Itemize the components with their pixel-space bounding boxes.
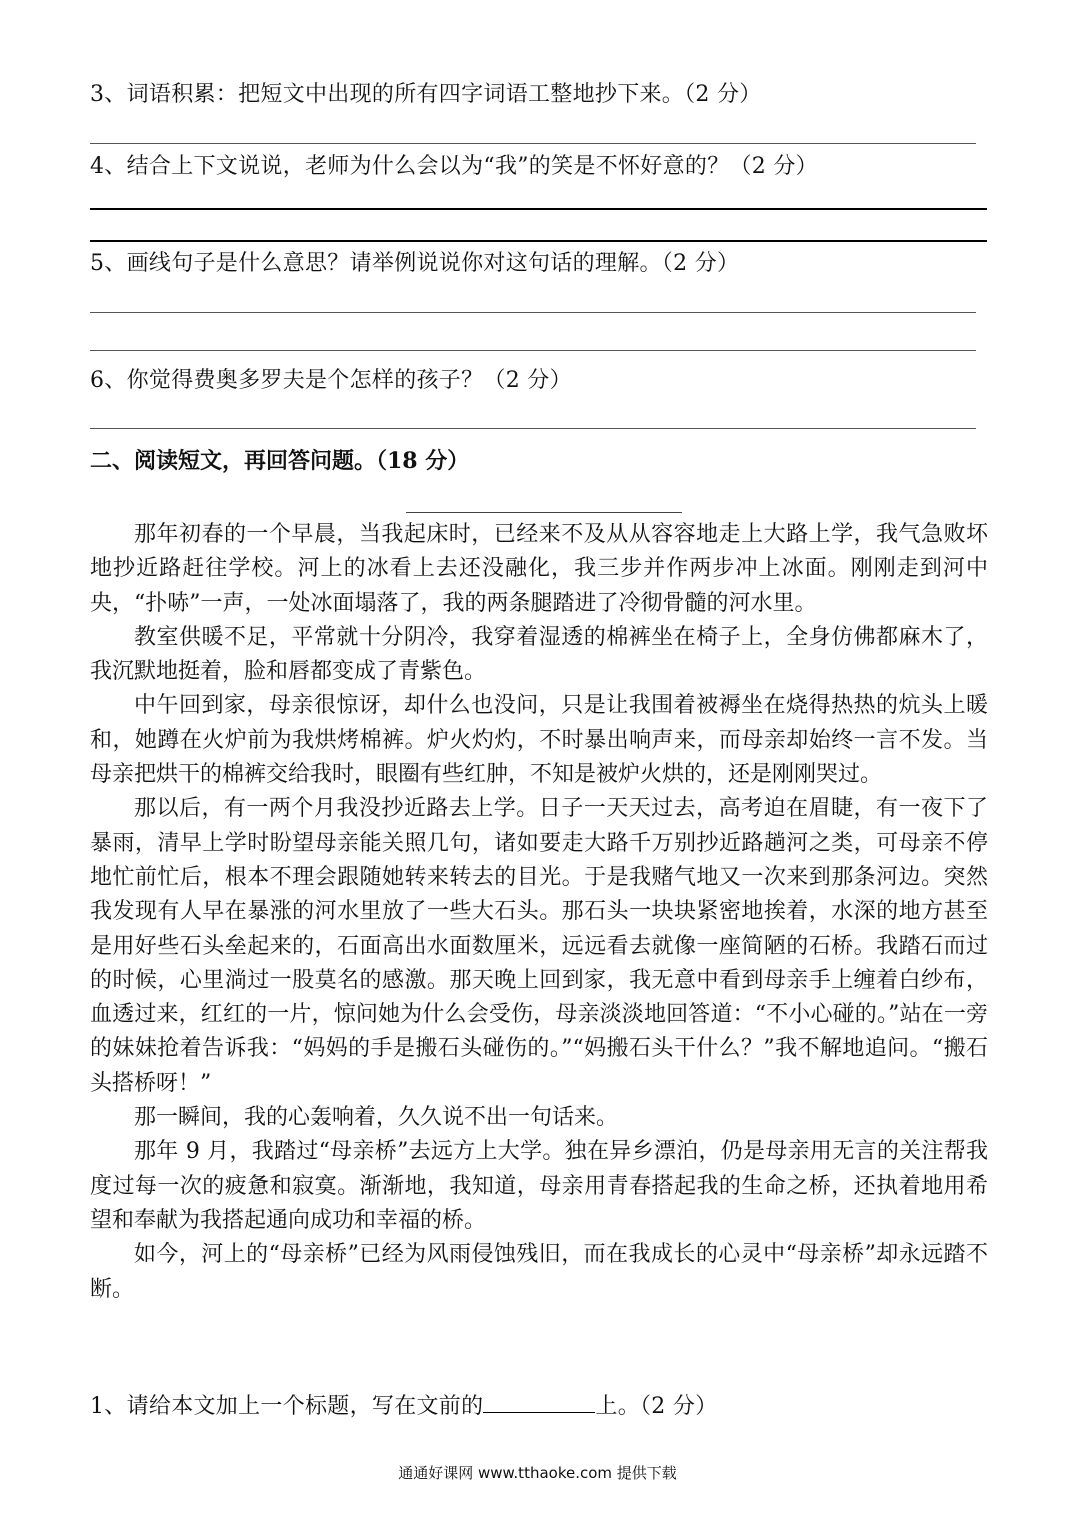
article-body xyxy=(90,518,988,1307)
question-part2-1 xyxy=(90,1390,718,1422)
answer-line xyxy=(90,240,987,242)
article-paragraph: 教室供暖不足，平常就十分阴冷，我穿着湿透的棉裤坐在椅子上，全身仿佛都麻木了，我沉默地挺着，脸和唇都变成了青紫色。 xyxy=(90,624,988,685)
question-4: 4、结合上下文说说，老师为什么会以为“我”的笑是不怀好意的？（2 分） xyxy=(90,154,818,179)
fill-blank xyxy=(483,1390,595,1413)
article-paragraph: 中午回到家，母亲很惊讶，却什么也没问，只是让我围着被褥坐在烧得热热的炕头上暖和，她蹲在火炉前为我烘烤棉裤。炉火灼灼，不时暴出响声来，而母亲却始终一言不发。当母亲把烘干的棉裤交给我时，眼圈有些红肿，不知是被炉火烘的，还是刚刚哭过。 xyxy=(90,693,988,788)
question-5: 5、画线句子是什么意思？请举例说说你对这句话的理解。（2 分） xyxy=(90,251,740,276)
question-text: 1、请给本文加上一个标题，写在文前的 xyxy=(90,1394,484,1419)
answer-line xyxy=(90,312,976,313)
article-paragraph: 那一瞬间，我的心轰响着，久久说不出一句话来。 xyxy=(134,1105,619,1131)
section-heading: 二、阅读短文，再回答问题。（18 分） xyxy=(90,448,470,474)
question-6: 6、你觉得费奥多罗夫是个怎样的孩子？（2 分） xyxy=(90,368,572,393)
answer-line xyxy=(90,208,987,210)
answer-line xyxy=(90,143,976,144)
answer-line xyxy=(90,428,976,429)
title-blank-line xyxy=(406,512,682,513)
question-3: 3、词语积累：把短文中出现的所有四字词语工整地抄下来。（2 分） xyxy=(90,82,762,107)
article-paragraph: 如今，河上的“母亲桥”已经为风雨侵蚀残旧，而在我成长的心灵中“母亲桥”却永远踏不断。 xyxy=(90,1242,988,1302)
answer-line xyxy=(90,350,976,351)
article-paragraph: 那年初春的一个早晨，当我起床时，已经来不及从从容容地走上大路上学，我气急败坏地抄近路赶往学校。河上的冰看上去还没融化，我三步并作两步冲上冰面。刚刚走到河中央，“扑哧”一声，一处冰面塌落了，我的两条腿踏进了冷彻骨髓的河水里。 xyxy=(90,522,988,616)
article-paragraph: 那年 9 月，我踏过“母亲桥”去远方上大学。独在异乡漂泊，仍是母亲用无言的关注帮我度过每一次的疲惫和寂寞。渐渐地，我知道，母亲用青春搭起我的生命之桥，还执着地用希望和奉献为我搭起通向成功和幸福的桥。 xyxy=(90,1139,988,1233)
question-text: 上。（2 分） xyxy=(595,1394,718,1419)
footer-credit: 通通好课网 www.tthaoke.com 提供下载 xyxy=(398,1464,677,1482)
article-paragraph: 那以后，有一两个月我没抄近路去上学。日子一天天过去，高考迫在眉睫，有一夜下了暴雨，清早上学时盼望母亲能关照几句，诸如要走大路千万别抄近路趟河之类，可母亲不停地忙前忙后，根本不理会跟随她转来转去的目光。于是我赌气地又一次来到那条河边。突然我发现有人早在暴涨的河水里放了一些大石头。那石头一块块紧密地挨着，水深的地方甚至是用好些石头垒起来的，石面高出水面数厘米，远远看去就像一座简陋的石桥。我踏石而过的时候，心里淌过一股莫名的感激。那天晚上回到家，我无意中看到母亲手上缠着白纱布，血透过来，红红的一片，惊问她为什么会受伤，母亲淡淡地回答道：“不小心碰的。”站在一旁的妹妹抢着告诉我：“妈妈的手是搬石头碰伤的。”“妈搬石头干什么？”我不解地追问。“搬石头搭桥呀！” xyxy=(90,796,988,1096)
